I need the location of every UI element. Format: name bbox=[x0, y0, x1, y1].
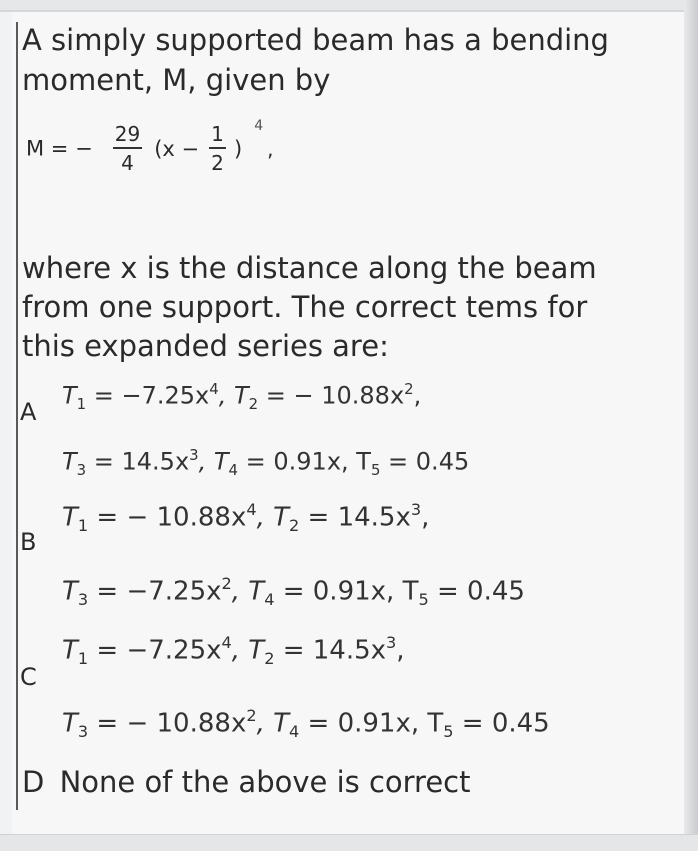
question-line-2: moment, M, given by bbox=[22, 63, 331, 97]
formula-lhs: M = − bbox=[26, 136, 93, 161]
question-line-5: this expanded series are: bbox=[22, 329, 389, 363]
formula-coefficient bbox=[113, 122, 142, 175]
option-a-letter[interactable]: A bbox=[20, 398, 37, 426]
option-c-line-1[interactable]: $T_1 = -7.25x^4$, $T_2 = 14.5x^3$, bbox=[62, 633, 405, 669]
option-b-letter[interactable]: B bbox=[20, 528, 37, 556]
formula-coef-numerator: 29 bbox=[113, 122, 142, 149]
moment-formula bbox=[26, 118, 274, 192]
photo-top-edge bbox=[0, 0, 698, 12]
formula-exponent: 4 bbox=[254, 118, 264, 134]
option-a-line-1[interactable]: $T_1 = -7.25x^4$, $T_2$ = − $10.88x^2$, bbox=[62, 380, 422, 413]
formula-paren-close: ) bbox=[233, 136, 243, 161]
option-d-text: None of the above is correct bbox=[59, 765, 471, 799]
option-a-line-2[interactable]: $T_3 = 14.5x^3$, $T_4 = 0.91x$, $T_5 = 0.45$ bbox=[62, 446, 470, 479]
left-margin-rule bbox=[16, 22, 18, 810]
option-c-line-2[interactable]: $T_3$ = − $10.88x^2$, $T_4 = 0.91x$, $T_5 = 0.45$ bbox=[62, 706, 550, 742]
formula-inner-numerator: 1 bbox=[209, 122, 226, 149]
formula-inner-fraction bbox=[209, 122, 226, 175]
formula-paren-open: (x − bbox=[154, 136, 200, 161]
question-line-1: A simply supported beam has a bending bbox=[22, 23, 609, 57]
option-b-line-2[interactable]: $T_3 = -7.25x^2$, $T_4 = 0.91x$, $T_5 = 0.45$ bbox=[62, 574, 525, 610]
question-line-4: from one support. The correct tems for bbox=[22, 290, 588, 324]
formula-coef-denominator: 4 bbox=[121, 151, 134, 175]
option-b-line-1[interactable]: $T_1$ = − $10.88x^4$, $T_2 = 14.5x^3$, bbox=[62, 500, 430, 536]
photo-bottom-edge bbox=[0, 834, 698, 851]
formula-inner-denominator: 2 bbox=[211, 151, 224, 175]
option-d[interactable] bbox=[22, 765, 471, 799]
question-line-3: where x is the distance along the beam bbox=[22, 251, 597, 285]
formula-trail: , bbox=[267, 136, 274, 161]
option-d-letter: D bbox=[22, 765, 45, 799]
option-c-letter[interactable]: C bbox=[20, 663, 37, 691]
photo-right-edge bbox=[684, 0, 698, 851]
